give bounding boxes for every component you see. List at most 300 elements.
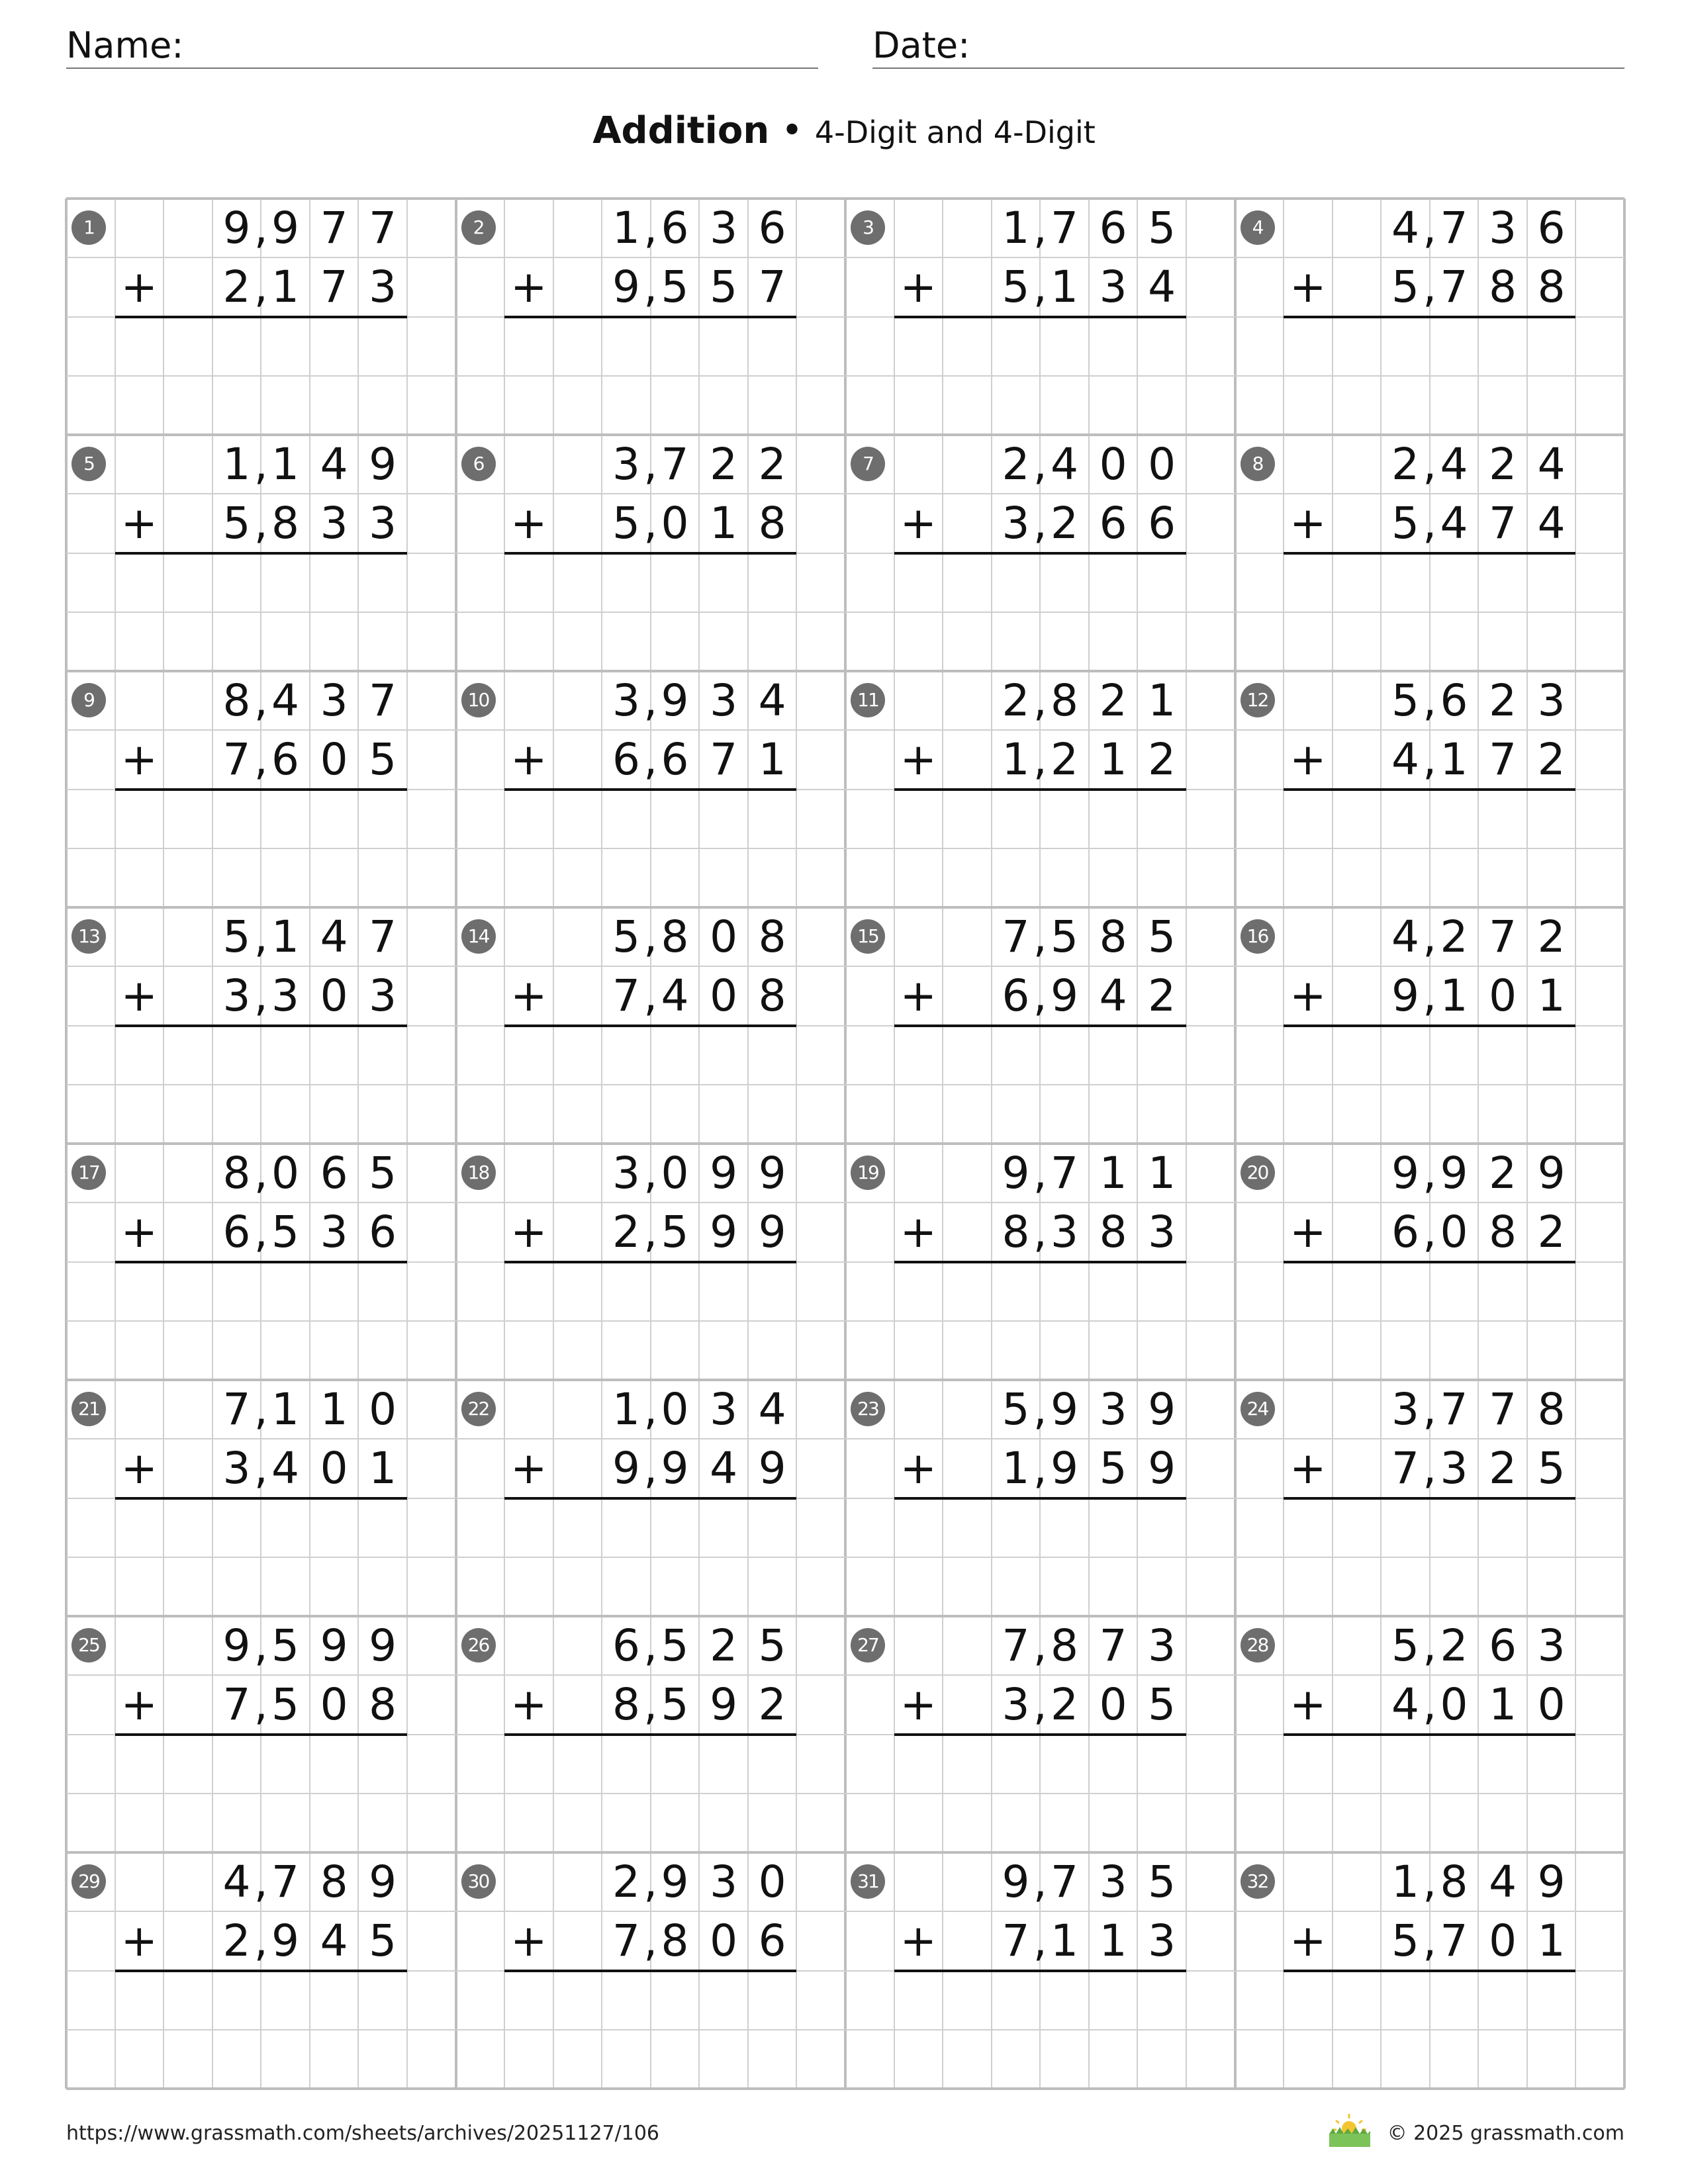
addend-top-digit: 6 [661,203,689,253]
addend-bottom-digit: 2 [1148,970,1176,1022]
addend-top-digit: 9 [1440,1148,1468,1199]
problem-number-badge: 21 [71,1392,106,1426]
plus-sign: + [510,1915,547,1967]
addend-bottom-digit: 3 [369,261,397,313]
problem-number-badge: 4 [1241,210,1275,245]
addend-bottom-comma: , [1423,970,1437,1022]
addend-top-comma: , [1033,675,1047,726]
addend-bottom-digit: 8 [758,970,786,1022]
addend-bottom-digit: 5 [369,1915,397,1967]
addend-top-digit: 0 [661,1148,689,1199]
addend-top-digit: 9 [369,1620,397,1671]
addend-top-digit: 7 [222,1384,251,1435]
addend-top-digit: 3 [1537,675,1566,726]
addend-top-digit: 2 [1440,1620,1468,1671]
addend-bottom-digit: 4 [1391,1679,1419,1731]
addend-bottom-digit: 0 [710,970,738,1022]
addend-top-comma: , [1033,439,1047,490]
answer-line[interactable] [894,788,1186,791]
addend-bottom-digit: 1 [1051,261,1078,313]
answer-line[interactable] [115,1261,407,1263]
addend-bottom-digit: 3 [1002,498,1030,549]
addend-top-digit: 8 [661,911,689,962]
addend-bottom-comma: , [254,1206,268,1258]
addend-bottom-comma: , [643,734,658,786]
problem-number-badge: 17 [71,1156,106,1190]
plus-sign: + [510,261,547,313]
addend-top-digit: 9 [1148,1384,1176,1435]
plus-sign: + [900,1679,937,1731]
addend-bottom-digit: 0 [320,1443,348,1494]
addend-bottom-digit: 1 [1440,734,1468,786]
addend-bottom-comma: , [1033,498,1047,549]
addend-bottom-comma: , [1423,734,1437,786]
plus-sign: + [900,970,937,1022]
addend-bottom-digit: 1 [1537,970,1566,1022]
addend-bottom-digit: 4 [1391,734,1419,786]
addend-bottom-digit: 5 [1148,1679,1176,1731]
addend-bottom-digit: 4 [1099,970,1127,1022]
addend-top-comma: , [1423,1384,1437,1435]
addend-bottom-comma: , [1033,261,1047,313]
addend-top-digit: 6 [1489,1620,1517,1671]
plus-sign: + [900,1915,937,1967]
problem-number-badge: 11 [851,683,885,717]
addend-bottom-comma: , [1033,1679,1047,1731]
answer-line[interactable] [504,1497,796,1500]
answer-line[interactable] [504,788,796,791]
worksheet-title [0,105,1688,159]
addend-top-comma: , [1423,1620,1437,1671]
addend-top-digit: 4 [1537,439,1566,490]
addend-bottom-comma: , [1423,498,1437,549]
addend-bottom-digit: 3 [222,970,251,1022]
addend-top-digit: 0 [271,1148,299,1199]
addend-bottom-digit: 5 [369,734,397,786]
addend-bottom-comma: , [1423,261,1437,313]
addend-bottom-digit: 5 [1391,261,1419,313]
addend-top-digit: 9 [661,675,689,726]
addend-top-digit: 9 [1537,1856,1566,1907]
problem-number-badge: 13 [71,919,106,954]
addend-bottom-digit: 5 [661,1206,689,1258]
addend-bottom-digit: 1 [1440,970,1468,1022]
answer-line[interactable] [1284,316,1575,318]
addend-top-digit: 4 [758,675,786,726]
answer-line[interactable] [504,1733,796,1736]
addend-top-digit: 6 [612,1620,640,1671]
addend-bottom-digit: 1 [1537,1915,1566,1967]
grid-hline [66,1557,1624,1558]
addend-top-digit: 1 [271,1384,299,1435]
addend-top-comma: , [254,1384,268,1435]
answer-line[interactable] [115,316,407,318]
addend-top-digit: 3 [1148,1620,1176,1671]
addend-bottom-digit: 7 [222,734,251,786]
grid-hline [66,1793,1624,1794]
plus-sign: + [900,261,937,313]
addend-bottom-comma: , [1033,734,1047,786]
addend-bottom-digit: 8 [271,498,299,549]
addend-bottom-digit: 9 [661,1443,689,1494]
addend-bottom-digit: 0 [1440,1679,1468,1731]
addend-bottom-comma: , [1033,1206,1047,1258]
addend-top-digit: 3 [710,203,738,253]
addend-bottom-comma: , [1423,1443,1437,1494]
plus-sign: + [900,498,937,549]
addend-top-digit: 7 [369,675,397,726]
answer-line[interactable] [1284,1261,1575,1263]
addend-bottom-digit: 9 [1391,970,1419,1022]
plus-sign: + [1289,498,1327,549]
addend-top-digit: 1 [1148,675,1176,726]
addend-bottom-digit: 6 [758,1915,786,1967]
plus-sign: + [510,1679,547,1731]
addend-bottom-digit: 3 [222,1443,251,1494]
problem-number-badge: 8 [1241,447,1275,481]
addend-bottom-digit: 5 [661,261,689,313]
problem-number-badge: 18 [461,1156,496,1190]
addend-bottom-digit: 7 [1440,261,1468,313]
addend-top-digit: 5 [271,1620,299,1671]
addend-bottom-digit: 9 [710,1206,738,1258]
addend-top-digit: 6 [1537,203,1566,253]
problem-number-badge: 10 [461,683,496,717]
addend-bottom-comma: , [643,498,658,549]
addend-top-comma: , [1033,1384,1047,1435]
addend-top-digit: 9 [222,203,251,253]
addend-bottom-digit: 5 [1537,1443,1566,1494]
problem-number-badge: 20 [1241,1156,1275,1190]
grid-hline [66,375,1624,377]
date-line[interactable] [872,68,1624,69]
answer-line[interactable] [115,1497,407,1500]
addend-top-digit: 2 [1440,911,1468,962]
addend-top-digit: 7 [1440,1384,1468,1435]
addend-bottom-digit: 9 [758,1443,786,1494]
answer-line[interactable] [894,1261,1186,1263]
addend-top-digit: 6 [1440,675,1468,726]
answer-line[interactable] [504,1970,796,1972]
grid-hline [66,2087,1624,2090]
problem-number-badge: 7 [851,447,885,481]
addend-top-digit: 1 [1099,1148,1127,1199]
plus-sign: + [120,261,158,313]
addend-top-digit: 7 [661,439,689,490]
addend-bottom-comma: , [1033,1915,1047,1967]
problem-number-badge: 19 [851,1156,885,1190]
addend-top-comma: , [254,203,268,253]
addend-top-digit: 2 [710,1620,738,1671]
addend-top-digit: 0 [1099,439,1127,490]
problem-number-badge: 12 [1241,683,1275,717]
addend-top-comma: , [1033,911,1047,962]
addend-bottom-digit: 6 [1002,970,1030,1022]
addend-bottom-digit: 0 [320,1679,348,1731]
answer-line[interactable] [115,1024,407,1027]
plus-sign: + [510,1443,547,1494]
plus-sign: + [120,1206,158,1258]
addend-top-comma: , [1033,1620,1047,1671]
addend-top-digit: 9 [710,1148,738,1199]
addend-bottom-digit: 5 [1099,1443,1127,1494]
addend-bottom-digit: 3 [320,1206,348,1258]
problem-number-badge: 29 [71,1864,106,1899]
addend-bottom-digit: 9 [1051,970,1078,1022]
addend-top-digit: 7 [1440,203,1468,253]
problem-number-badge: 3 [851,210,885,245]
addend-bottom-comma: , [254,261,268,313]
addend-bottom-digit: 9 [1051,1443,1078,1494]
addend-bottom-digit: 1 [369,1443,397,1494]
addend-top-comma: , [1423,1856,1437,1907]
addend-bottom-digit: 0 [1537,1679,1566,1731]
answer-line[interactable] [115,1970,407,1972]
addend-bottom-digit: 1 [1099,1915,1127,1967]
addend-top-comma: , [1423,675,1437,726]
addend-bottom-digit: 3 [369,498,397,549]
addend-bottom-digit: 7 [710,734,738,786]
addend-bottom-digit: 1 [710,498,738,549]
problem-number-badge: 15 [851,919,885,954]
addend-top-digit: 5 [1391,675,1419,726]
addend-top-digit: 6 [758,203,786,253]
answer-line[interactable] [115,552,407,555]
addend-bottom-comma: , [643,1679,658,1731]
addend-top-digit: 4 [758,1384,786,1435]
addend-bottom-digit: 2 [1537,734,1566,786]
answer-line[interactable] [1284,552,1575,555]
addend-top-comma: , [643,1856,658,1907]
addend-top-digit: 5 [222,911,251,962]
plus-sign: + [900,734,937,786]
addend-top-digit: 5 [1148,1856,1176,1907]
answer-line[interactable] [894,1733,1186,1736]
addend-top-digit: 4 [1391,203,1419,253]
addend-top-digit: 9 [1002,1148,1030,1199]
addend-top-digit: 6 [320,1148,348,1199]
plus-sign: + [120,1679,158,1731]
addend-top-digit: 4 [320,439,348,490]
addend-bottom-digit: 4 [661,970,689,1022]
answer-line[interactable] [504,1261,796,1263]
addend-bottom-digit: 8 [1489,1206,1517,1258]
plus-sign: + [1289,970,1327,1022]
answer-line[interactable] [894,1497,1186,1500]
addend-bottom-digit: 1 [1489,1679,1517,1731]
plus-sign: + [1289,734,1327,786]
addend-bottom-digit: 5 [612,498,640,549]
plus-sign: + [120,1915,158,1967]
answer-line[interactable] [115,1733,407,1736]
addend-bottom-digit: 9 [710,1679,738,1731]
addend-top-digit: 7 [1099,1620,1127,1671]
addend-top-digit: 1 [612,1384,640,1435]
problem-number-badge: 31 [851,1864,885,1899]
addend-bottom-digit: 3 [1099,261,1127,313]
addend-top-digit: 2 [1489,1148,1517,1199]
addend-bottom-digit: 9 [271,1915,299,1967]
plus-sign: + [900,1206,937,1258]
addend-bottom-digit: 0 [1489,970,1517,1022]
addend-top-comma: , [643,1148,658,1199]
addend-bottom-digit: 0 [1440,1206,1468,1258]
addend-bottom-digit: 7 [1489,734,1517,786]
addend-bottom-digit: 1 [1099,734,1127,786]
answer-line[interactable] [504,1024,796,1027]
addend-top-digit: 7 [320,203,348,253]
answer-line[interactable] [1284,1497,1575,1500]
plus-sign: + [900,1443,937,1494]
addend-bottom-digit: 4 [271,1443,299,1494]
addend-top-digit: 3 [1099,1856,1127,1907]
addend-top-digit: 1 [1002,203,1030,253]
addend-bottom-comma: , [254,1915,268,1967]
addend-top-comma: , [1423,439,1437,490]
addend-top-digit: 8 [320,1856,348,1907]
addend-top-digit: 3 [612,439,640,490]
addend-bottom-digit: 3 [1002,1679,1030,1731]
addend-bottom-digit: 0 [1489,1915,1517,1967]
addend-top-digit: 5 [1148,911,1176,962]
addend-bottom-comma: , [643,1443,658,1494]
answer-line[interactable] [1284,1024,1575,1027]
addend-top-digit: 9 [369,439,397,490]
addend-top-comma: , [1033,203,1047,253]
addend-top-comma: , [254,1620,268,1671]
addend-top-digit: 3 [710,1856,738,1907]
addend-bottom-digit: 6 [1148,498,1176,549]
addend-top-comma: , [1033,1148,1047,1199]
addend-top-digit: 2 [1537,911,1566,962]
addend-top-digit: 5 [1002,1384,1030,1435]
addend-top-digit: 9 [1002,1856,1030,1907]
plus-sign: + [120,1443,158,1494]
addend-bottom-digit: 3 [1440,1443,1468,1494]
grid-hline [66,1320,1624,1322]
answer-line[interactable] [504,316,796,318]
addend-top-digit: 3 [710,675,738,726]
addend-bottom-digit: 4 [1148,261,1176,313]
plus-sign: + [510,1206,547,1258]
answer-line[interactable] [1284,788,1575,791]
addend-bottom-digit: 6 [222,1206,251,1258]
answer-line[interactable] [894,316,1186,318]
addend-top-digit: 2 [1391,439,1419,490]
addend-top-digit: 7 [1489,1384,1517,1435]
addend-top-digit: 9 [320,1620,348,1671]
addend-top-digit: 4 [1391,911,1419,962]
addend-bottom-digit: 1 [1002,1443,1030,1494]
addend-top-digit: 3 [320,675,348,726]
addend-bottom-digit: 1 [1051,1915,1078,1967]
addend-top-digit: 3 [1489,203,1517,253]
addend-top-digit: 5 [758,1620,786,1671]
addend-bottom-digit: 6 [271,734,299,786]
plus-sign: + [510,970,547,1022]
answer-line[interactable] [894,1970,1186,1972]
addend-top-digit: 9 [369,1856,397,1907]
addend-bottom-digit: 6 [369,1206,397,1258]
addend-top-digit: 9 [661,1856,689,1907]
answer-line[interactable] [504,552,796,555]
addend-top-digit: 7 [1051,1856,1078,1907]
addend-bottom-digit: 2 [1537,1206,1566,1258]
addend-top-digit: 7 [369,911,397,962]
addend-top-digit: 1 [222,439,251,490]
plus-sign: + [1289,1206,1327,1258]
addend-top-comma: , [643,911,658,962]
addend-top-digit: 0 [1148,439,1176,490]
addend-bottom-digit: 4 [710,1443,738,1494]
addend-bottom-digit: 8 [1537,261,1566,313]
addend-bottom-digit: 0 [320,734,348,786]
addend-bottom-digit: 5 [1002,261,1030,313]
addend-top-digit: 4 [1489,1856,1517,1907]
addend-top-digit: 5 [1051,911,1078,962]
addend-bottom-digit: 0 [1099,1679,1127,1731]
title-separator: • [781,109,804,152]
addend-bottom-digit: 8 [1002,1206,1030,1258]
addend-top-digit: 7 [1051,203,1078,253]
addend-top-comma: , [643,439,658,490]
problem-number-badge: 16 [1241,919,1275,954]
addend-bottom-digit: 8 [661,1915,689,1967]
addend-top-digit: 8 [1051,675,1078,726]
addend-bottom-digit: 9 [612,261,640,313]
addend-top-digit: 2 [1099,675,1127,726]
addend-top-digit: 3 [612,675,640,726]
addend-bottom-digit: 0 [320,970,348,1022]
addend-bottom-digit: 3 [1148,1206,1176,1258]
addend-top-digit: 5 [1391,1620,1419,1671]
addend-bottom-digit: 8 [612,1679,640,1731]
plus-sign: + [510,498,547,549]
addend-top-comma: , [254,911,268,962]
addend-bottom-digit: 3 [271,970,299,1022]
addend-top-digit: 4 [1051,439,1078,490]
answer-line[interactable] [115,788,407,791]
problem-number-badge: 1 [71,210,106,245]
addend-bottom-comma: , [1033,970,1047,1022]
addend-top-digit: 9 [1537,1148,1566,1199]
addend-top-digit: 7 [369,203,397,253]
answer-line[interactable] [1284,1970,1575,1972]
problem-number-badge: 24 [1241,1392,1275,1426]
addend-top-digit: 9 [222,1620,251,1671]
answer-line[interactable] [1284,1733,1575,1736]
addend-top-digit: 3 [1391,1384,1419,1435]
answer-line[interactable] [894,552,1186,555]
addend-bottom-digit: 7 [612,970,640,1022]
addend-top-digit: 2 [758,439,786,490]
grid-hline [66,612,1624,613]
addend-bottom-digit: 2 [1051,1679,1078,1731]
name-line[interactable] [66,68,818,69]
addend-bottom-digit: 7 [612,1915,640,1967]
addend-top-comma: , [1033,1856,1047,1907]
addend-top-digit: 7 [1051,1148,1078,1199]
answer-line[interactable] [894,1024,1186,1027]
addend-top-digit: 0 [661,1384,689,1435]
problem-number-badge: 22 [461,1392,496,1426]
addend-bottom-comma: , [1033,1443,1047,1494]
addend-top-digit: 3 [1537,1620,1566,1671]
addend-bottom-digit: 3 [320,498,348,549]
addend-top-digit: 5 [661,1620,689,1671]
addend-bottom-digit: 2 [1051,498,1078,549]
addend-top-digit: 7 [1489,911,1517,962]
